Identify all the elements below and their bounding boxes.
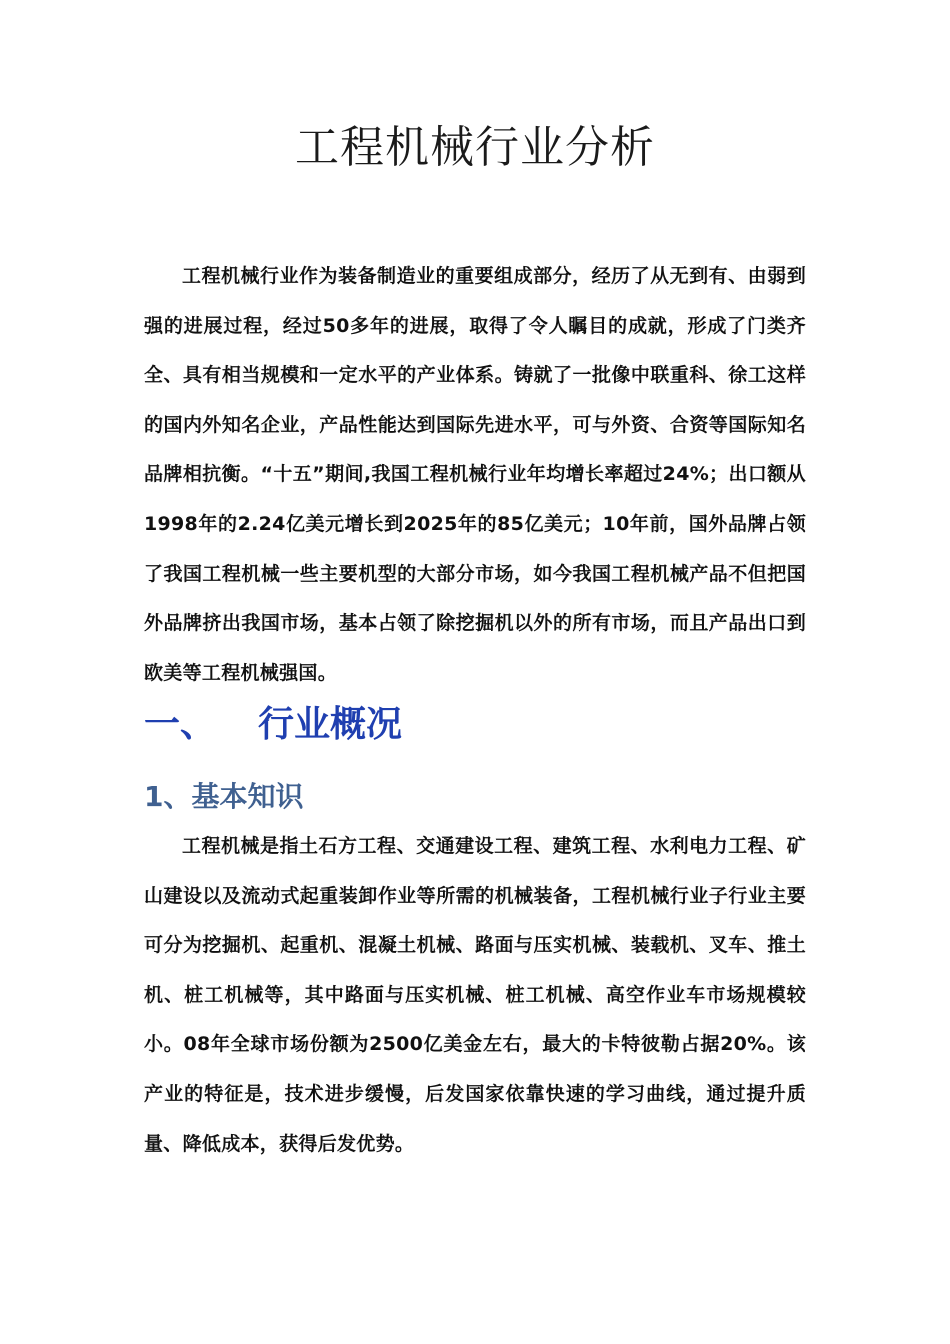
intro-paragraph: 工程机械行业作为装备制造业的重要组成部分，经历了从无到有、由弱到强的进展过程，经过50多年的进展，取得了令人瞩目的成就，形成了门类齐全、具有相当规模和一定水平的产业体系。铸就了一批像中联重科、徐工这样的国内外知名企业，产品性能达到国际先进水平，可与外资、合资等国际知名品牌相抗衡。“十五”期间,我国工程机械行业年均增长率超过24%；出口额从1998年的2.24亿美元增长到2025年的85亿美元；10年前，国外品牌占领了我国工程机械一些主要机型的大部分市场，如今我国工程机械产品不但把国外品牌挤出我国市场，基本占领了除挖掘机以外的所有市场，而且产品出口到欧美等工程机械强国。 <box>144 265 806 684</box>
subsection-heading-basic-knowledge: 1、基本知识 <box>144 780 304 813</box>
section-title: 行业概况 <box>258 704 403 745</box>
basic-knowledge-paragraph: 工程机械是指土石方工程、交通建设工程、建筑工程、水利电力工程、矿山建设以及流动式起重装卸作业等所需的机械装备，工程机械行业子行业主要可分为挖掘机、起重机、混凝土机械、路面与压实机械、装载机、叉车、推土机、桩工机械等，其中路面与压实机械、桩工机械、高空作业车市场规模较小。08年全球市场份额为2500亿美金左右，最大的卡特彼勒占据20%。该产业的特征是，技术进步缓慢，后发国家依靠快速的学习曲线，通过提升质量、降低成本，获得后发优势。 <box>144 835 806 1155</box>
section-heading-industry-overview <box>144 698 402 752</box>
section-number: 一、 <box>144 704 217 745</box>
document-title: 工程机械行业分析 <box>295 122 655 173</box>
